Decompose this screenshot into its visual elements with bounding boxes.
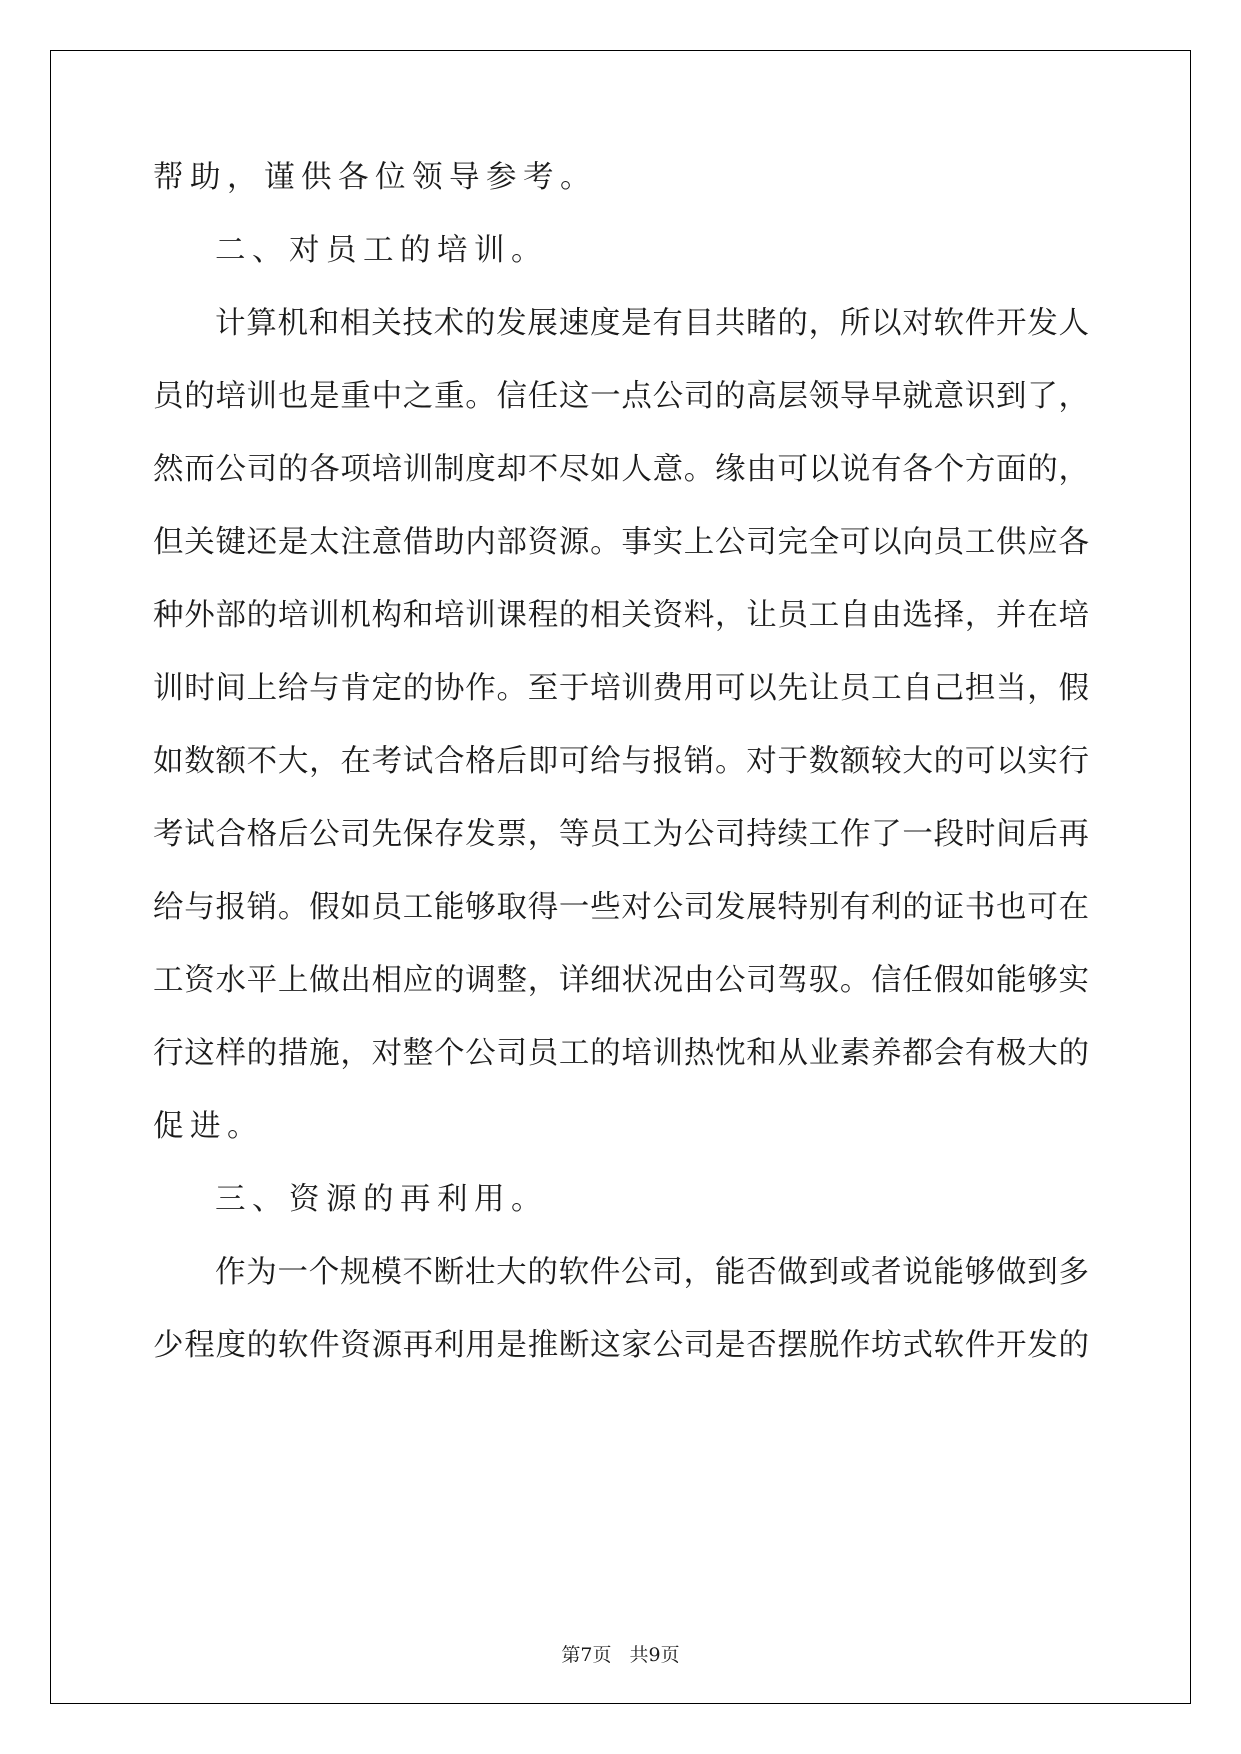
page-border <box>50 50 1191 1704</box>
text-line: 帮助，谨供各位领导参考。 <box>153 160 597 195</box>
text-line: 训时间上给与肯定的协作。至于培训费用可以先让员工自己担当，假 <box>153 671 1089 706</box>
text-line: 员的培训也是重中之重。信任这一点公司的高层领导早就意识到了， <box>153 379 1089 414</box>
section-heading: 三、资源的再利用。 <box>215 1182 548 1217</box>
text-line: 如数额不大，在考试合格后即可给与报销。对于数额较大的可以实行 <box>153 744 1089 779</box>
page-number: 第7页 <box>561 1644 612 1666</box>
text-line: 考试合格后公司先保存发票，等员工为公司持续工作了一段时间后再 <box>153 817 1089 852</box>
text-line: 种外部的培训机构和培训课程的相关资料，让员工自由选择，并在培 <box>153 598 1089 633</box>
section-heading: 二、对员工的培训。 <box>215 233 548 268</box>
text-line: 计算机和相关技术的发展速度是有目共睹的，所以对软件开发人 <box>215 306 1089 341</box>
text-line: 少程度的软件资源再利用是推断这家公司是否摆脱作坊式软件开发的 <box>153 1328 1089 1363</box>
text-line: 作为一个规模不断壮大的软件公司，能否做到或者说能够做到多 <box>215 1255 1089 1290</box>
text-line: 然而公司的各项培训制度却不尽如人意。缘由可以说有各个方面的， <box>153 452 1089 487</box>
text-line: 给与报销。假如员工能够取得一些对公司发展特别有利的证书也可在 <box>153 890 1089 925</box>
page-footer <box>0 1640 1241 1667</box>
text-line: 工资水平上做出相应的调整，详细状况由公司驾驭。信任假如能够实 <box>153 963 1089 998</box>
text-line: 但关键还是太注意借助内部资源。事实上公司完全可以向员工供应各 <box>153 525 1089 560</box>
text-line: 行这样的措施，对整个公司员工的培训热忱和从业素养都会有极大的 <box>153 1036 1089 1071</box>
text-line: 促进。 <box>153 1109 264 1144</box>
page-total: 共9页 <box>629 1644 680 1666</box>
